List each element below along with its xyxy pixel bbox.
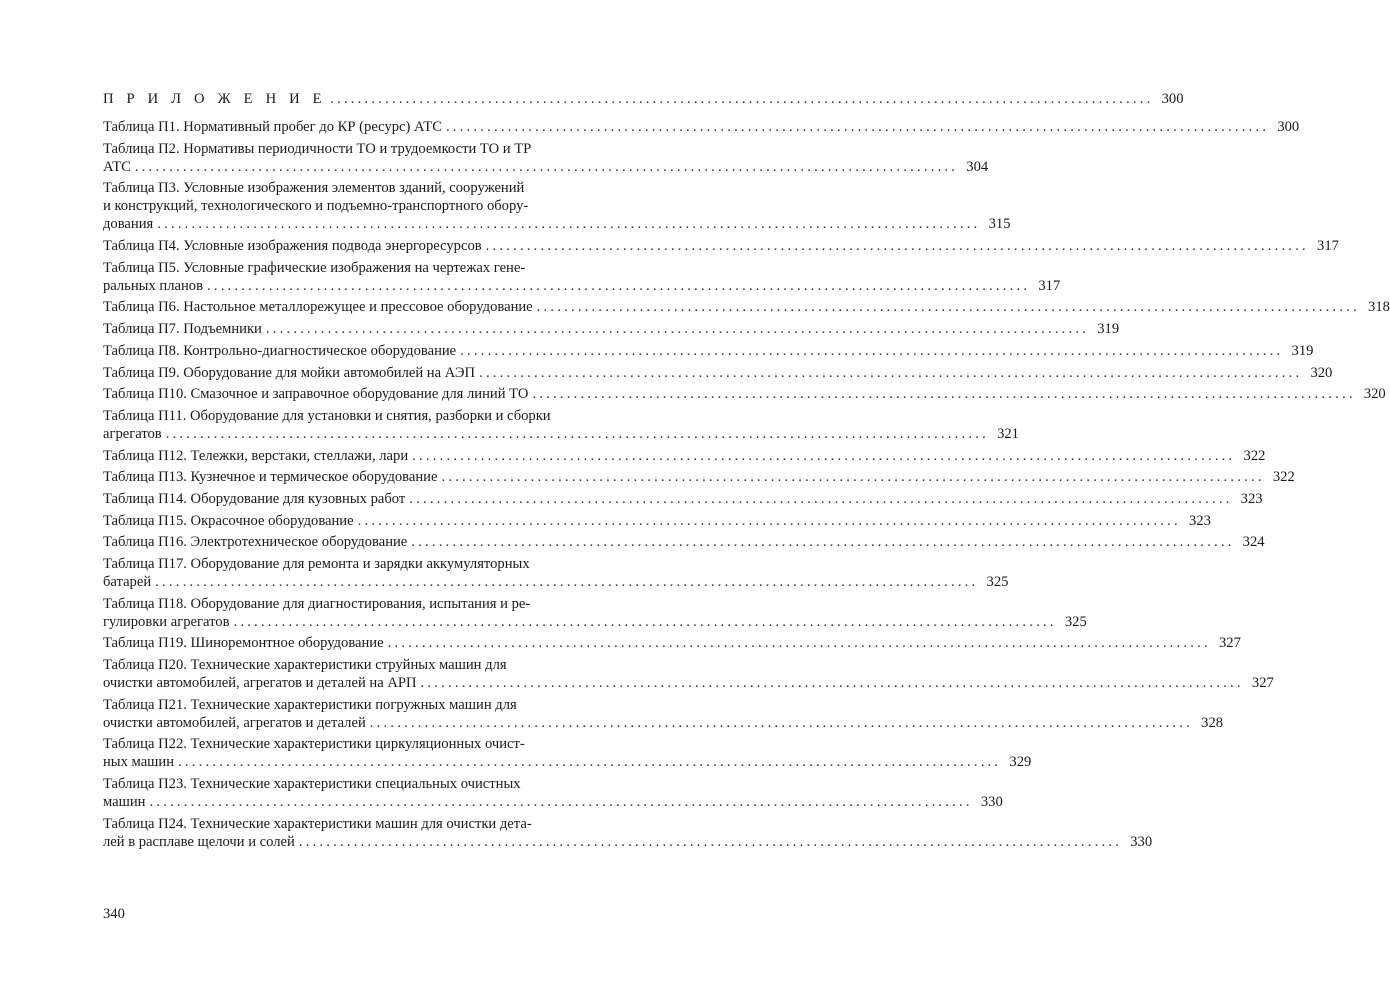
toc-entry-text: ральных планов [103, 277, 203, 294]
toc-heading-title: П Р И Л О Ж Е Н И Е [103, 91, 327, 107]
toc-entry[interactable] [103, 468, 1295, 486]
toc-entry-text: батарей [103, 574, 152, 590]
leader-dots: ........................................................................................................................ [479, 364, 1303, 381]
toc-entry-text: Таблица П6. Настольное металлорежущее и прессовое оборудование [103, 299, 533, 316]
leader-dots: ........................................................................................................................ [411, 534, 1235, 551]
toc-entry-page: 329 [1009, 754, 1032, 771]
toc-entry[interactable] [103, 656, 1274, 692]
toc-entry[interactable] [103, 634, 1241, 652]
toc-entry-text: Таблица П3. Условные изображения элементов зданий, сооружений [103, 180, 525, 197]
toc-entry[interactable] [103, 735, 1032, 771]
toc-entry-text: Таблица П2. Нормативы периодичности ТО и трудоемкости ТО и ТР [103, 140, 532, 157]
toc-entry[interactable] [103, 512, 1211, 530]
toc-entry-text: Таблица П5. Условные графические изображения на чертежах гене- [103, 259, 526, 276]
toc-entry-text: Таблица П23. Технические характеристики специальных очистных [103, 776, 521, 793]
toc-entry-text: Таблица П18. Оборудование для диагностирования, испытания и ре- [103, 595, 531, 612]
toc-entry-text: Таблица П14. Оборудование для кузовных работ [103, 490, 406, 507]
toc-entry-page: 319 [1097, 321, 1120, 338]
leader-dots: ........................................................................................................................ [412, 447, 1236, 464]
toc-heading-page: 300 [1161, 91, 1184, 107]
toc-entry-text: Таблица П8. Контрольно-диагностическое оборудование [103, 342, 457, 359]
toc-entry[interactable] [103, 342, 1314, 360]
toc-entry-text: Таблица П17. Оборудование для ремонта и зарядки аккумуляторных [103, 556, 530, 572]
toc-entry-page: 325 [986, 574, 1009, 590]
toc-entry-text: гулировки агрегатов [103, 613, 230, 630]
toc-entry-text: Таблица П4. Условные изображения подвода энергоресурсов [103, 238, 482, 255]
toc-entry[interactable] [103, 490, 1263, 508]
toc-entry-text: Таблица П21. Технические характеристики погружных машин для [103, 696, 517, 713]
toc-entry-text: ных машин [103, 754, 175, 771]
toc-entry-text: Таблица П15. Окрасочное оборудование [103, 512, 354, 529]
toc-entry-text: и конструкций, технологического и подъемно-транспортного обору- [103, 198, 529, 215]
leader-dots: ........................................................................................................................ [485, 238, 1309, 255]
toc-entry-page: 315 [988, 216, 1011, 233]
leader-dots: ........................................................................................................................ [460, 342, 1284, 359]
leader-dots: ........................................................................................................................ [155, 574, 979, 590]
leader-dots: ........................................................................................................................ [157, 216, 981, 233]
toc-entry-text: Таблица П7. Подъемники [103, 321, 262, 338]
toc-entry-text: Таблица П24. Технические характеристики машин для очистки дета- [103, 815, 532, 832]
toc-entry-page: 325 [1064, 613, 1087, 630]
leader-dots: ........................................................................................................................ [233, 613, 1057, 630]
toc-entry-page: 321 [997, 425, 1019, 442]
toc-entry[interactable] [103, 555, 1009, 591]
toc-entry-text: дования [103, 216, 154, 233]
toc-entry-text: лей в расплаве щелочи и солей [103, 833, 295, 850]
toc-entry[interactable] [103, 815, 1153, 851]
leader-dots: ........................................................................................................................ [298, 833, 1123, 850]
page-number: 340 [103, 906, 125, 922]
toc-entry-page: 324 [1242, 534, 1265, 551]
toc-entry-text: машин [103, 794, 146, 811]
toc-entry-page: 328 [1201, 714, 1224, 731]
leader-dots: ........................................................................................................................ [445, 119, 1270, 135]
leader-dots: ........................................................................................................................ [387, 635, 1211, 652]
toc-entry[interactable] [103, 179, 1011, 233]
toc-entry[interactable] [103, 385, 1386, 403]
toc-entry-page: 320 [1363, 386, 1386, 403]
toc-entry-text: агрегатов [103, 425, 162, 442]
toc-entry-text: Таблица П9. Оборудование для мойки автомобилей на АЭП [103, 364, 476, 381]
toc-entry-text: Таблица П12. Тележки, верстаки, стеллажи, лари [103, 447, 409, 464]
toc-entry-page: 323 [1188, 512, 1211, 529]
toc-entry-page: 330 [1130, 833, 1153, 850]
leader-dots: ........................................................................................................................ [409, 490, 1233, 507]
toc-entry-page: 327 [1251, 675, 1274, 692]
leader-dots: ........................................................................................................................ [206, 277, 1031, 294]
toc-entry[interactable] [103, 298, 1390, 316]
toc-entry-page: 319 [1291, 342, 1314, 359]
toc-entry-text: очистки автомобилей, агрегатов и деталей на АРП [103, 675, 417, 692]
toc-entry-text: Таблица П13. Кузнечное и термическое оборудование [103, 469, 438, 486]
toc-entry[interactable] [103, 407, 1019, 443]
toc-entry-text: Таблица П1. Нормативный пробег до КР (ресурс) АТС [103, 119, 442, 135]
toc-entry[interactable] [103, 320, 1120, 338]
toc-entry-text: Таблица П11. Оборудование для установки и снятия, разборки и сборки [103, 407, 551, 424]
toc-entry-page: 300 [1277, 119, 1300, 135]
leader-dots: ........................................................................................................................ [369, 714, 1194, 731]
leader-dots: ........................................................................................................................ [536, 299, 1360, 316]
toc-entry[interactable] [103, 364, 1333, 382]
toc-entry-text: Таблица П20. Технические характеристики струйных машин для [103, 657, 507, 674]
toc-entry-text: Таблица П19. Шиноремонтное оборудование [103, 635, 384, 652]
toc-entry-text: очистки автомобилей, агрегатов и деталей [103, 714, 366, 731]
toc-entry-page: 320 [1310, 364, 1333, 381]
toc-entry-page: 327 [1218, 635, 1241, 652]
leader-dots: ........................................................................................................................ [532, 386, 1356, 403]
toc-entry[interactable] [103, 775, 1003, 811]
toc-entry[interactable] [103, 259, 1061, 295]
leader-dots: ........................................................................................................................ [441, 469, 1265, 486]
toc-entry-page: 318 [1368, 299, 1390, 316]
leader-dots: ........................................................................................................................ [149, 794, 973, 811]
leader-dots: ........................................................................................................................ [265, 321, 1090, 338]
toc-entry[interactable] [103, 237, 1339, 255]
toc-entry-text: Таблица П22. Технические характеристики циркуляционных очист- [103, 736, 525, 753]
toc-entry-page: 317 [1317, 238, 1339, 255]
toc-entry-page: 322 [1243, 447, 1266, 464]
toc-entry[interactable] [103, 140, 989, 176]
toc-entry[interactable] [103, 696, 1224, 732]
toc-entry[interactable] [103, 533, 1265, 551]
toc-entries [103, 118, 1390, 851]
toc-entry-text: АТС [103, 158, 131, 175]
toc-entry[interactable] [103, 447, 1266, 465]
toc-entry[interactable] [103, 595, 1087, 631]
leader-dots: ........................................................................................................................ [165, 425, 989, 442]
leader-dots: ........................................................................................................................ [330, 91, 1154, 107]
leader-dots: ........................................................................................................................ [357, 512, 1181, 529]
toc-entry-text: Таблица П16. Электротехническое оборудование [103, 534, 408, 551]
toc-entry-page: 322 [1272, 469, 1295, 486]
leader-dots: ........................................................................................................................ [134, 158, 959, 175]
toc-entry-page: 304 [966, 158, 989, 175]
toc-entry-page: 330 [980, 794, 1003, 811]
leader-dots: ........................................................................................................................ [420, 675, 1244, 692]
toc-entry-page: 323 [1240, 490, 1263, 507]
toc-entry-text: Таблица П10. Смазочное и заправочное оборудование для линий ТО [103, 386, 529, 403]
leader-dots: ........................................................................................................................ [178, 754, 1002, 771]
toc-heading[interactable] [103, 90, 1184, 108]
toc-entry[interactable] [103, 118, 1300, 136]
table-of-contents [103, 90, 1390, 855]
toc-entry-page: 317 [1038, 277, 1061, 294]
